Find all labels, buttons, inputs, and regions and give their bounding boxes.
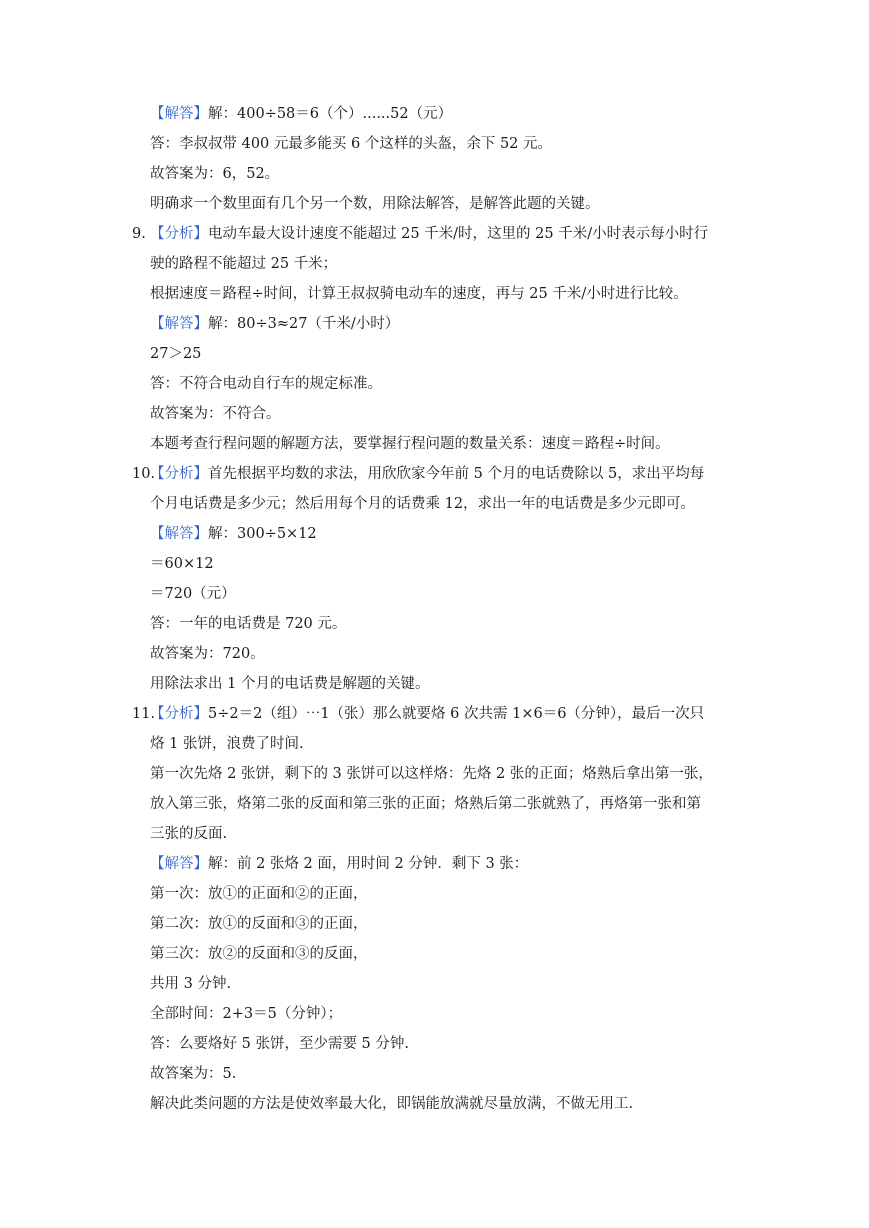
section-tag: 【分析】 <box>150 466 208 482</box>
section-tag: 【解答】 <box>150 316 208 332</box>
text-line <box>150 314 399 334</box>
text-line <box>150 1094 633 1114</box>
text-line <box>150 614 346 634</box>
line-text: 第一次：放①的正面和②的正面， <box>150 886 368 902</box>
line-text: 27＞25 <box>150 346 202 362</box>
text-line <box>150 1034 409 1054</box>
section-tag: 【解答】 <box>150 856 208 872</box>
line-text: 5÷2＝2（组）⋯1（张）那么就要烙 6 次共需 1×6＝6（分钟），最后一次只 <box>208 706 705 722</box>
question-number: 11. <box>132 706 156 722</box>
text-line <box>150 644 265 664</box>
text-line <box>150 794 701 814</box>
text-line <box>150 524 317 544</box>
line-text: 解决此类问题的方法是使效率最大化，即锅能放满就尽量放满，不做无用工. <box>150 1096 634 1112</box>
line-text: 故答案为：5. <box>150 1066 237 1082</box>
text-line <box>150 554 214 574</box>
text-line <box>150 884 368 904</box>
text-line <box>150 494 695 514</box>
line-text: 放入第三张，烙第二张的反面和第三张的正面；烙熟后第二张就熟了，再烙第一张和第 <box>150 796 701 812</box>
line-text: 答：李叔叔带 400 元最多能买 6 个这样的头盔，余下 52 元。 <box>150 136 553 152</box>
line-text: 个月电话费是多少元；然后用每个月的话费乘 12，求出一年的电话费是多少元即可。 <box>150 496 696 512</box>
line-text: 解：300÷5×12 <box>208 526 317 542</box>
text-line <box>150 944 368 964</box>
question-number: 9. <box>132 226 146 242</box>
section-tag: 【解答】 <box>150 526 208 542</box>
line-text: 三张的反面. <box>150 826 228 842</box>
section-tag: 【解答】 <box>150 106 208 122</box>
line-text: 本题考查行程问题的解题方法，要掌握行程问题的数量关系：速度＝路程÷时间。 <box>150 436 670 452</box>
text-line <box>150 284 688 304</box>
text-line <box>150 914 368 934</box>
text-line <box>150 734 304 754</box>
text-line <box>150 584 236 604</box>
line-text: 第一次先烙 2 张饼，剩下的 3 张饼可以这样烙：先烙 2 张的正面；烙熟后拿出第一张， <box>150 766 713 782</box>
line-text: 解：前 2 张烙 2 面，用时间 2 分钟．剩下 3 张： <box>208 856 529 872</box>
line-text: 故答案为：720。 <box>150 646 265 662</box>
text-line <box>150 164 279 184</box>
text-line <box>150 104 452 124</box>
text-line <box>150 764 713 784</box>
line-text: 故答案为：不符合。 <box>150 406 281 422</box>
line-text: 首先根据平均数的求法，用欣欣家今年前 5 个月的电话费除以 5，求出平均每 <box>208 466 705 482</box>
line-text: 第三次：放②的反面和③的反面， <box>150 946 368 962</box>
text-line <box>150 404 281 424</box>
text-line <box>150 374 382 394</box>
line-text: 烙 1 张饼，浪费了时间. <box>150 736 304 752</box>
line-text: 答：一年的电话费是 720 元。 <box>150 616 347 632</box>
line-text: 答：不符合电动自行车的规定标准。 <box>150 376 382 392</box>
line-text: 根据速度＝路程÷时间，计算王叔叔骑电动车的速度，再与 25 千米/小时进行比较。 <box>150 286 688 302</box>
text-line <box>150 1064 236 1084</box>
text-line <box>150 224 708 244</box>
text-line <box>150 854 528 874</box>
line-text: 第二次：放①的反面和③的正面， <box>150 916 368 932</box>
question-number: 10. <box>132 466 156 482</box>
text-line <box>150 1004 342 1024</box>
line-text: 共用 3 分钟. <box>150 976 232 992</box>
text-line <box>150 974 231 994</box>
section-tag: 【分析】 <box>150 706 208 722</box>
line-text: ＝720（元） <box>150 586 236 602</box>
line-text: 明确求一个数里面有几个另一个数，用除法解答，是解答此题的关键。 <box>150 196 600 212</box>
text-line <box>150 194 600 214</box>
line-text: 电动车最大设计速度不能超过 25 千米/时，这里的 25 千米/小时表示每小时行 <box>208 226 709 242</box>
text-line <box>150 704 704 724</box>
section-tag: 【分析】 <box>150 226 208 242</box>
text-line <box>150 344 201 364</box>
line-text: 用除法求出 1 个月的电话费是解题的关键。 <box>150 676 430 692</box>
text-line <box>150 674 429 694</box>
line-text: 解：400÷58＝6（个）......52（元） <box>208 106 453 122</box>
text-line <box>150 434 670 454</box>
line-text: 解：80÷3≈27（千米/小时） <box>208 316 400 332</box>
line-text: 答：么要烙好 5 张饼，至少需要 5 分钟. <box>150 1036 409 1052</box>
text-line <box>150 824 227 844</box>
line-text: 全部时间：2+3＝5（分钟）； <box>150 1006 343 1022</box>
text-line <box>150 464 704 484</box>
text-line <box>150 254 337 274</box>
line-text: ＝60×12 <box>150 556 214 572</box>
line-text: 故答案为：6，52。 <box>150 166 280 182</box>
line-text: 驶的路程不能超过 25 千米； <box>150 256 338 272</box>
text-line <box>150 134 552 154</box>
